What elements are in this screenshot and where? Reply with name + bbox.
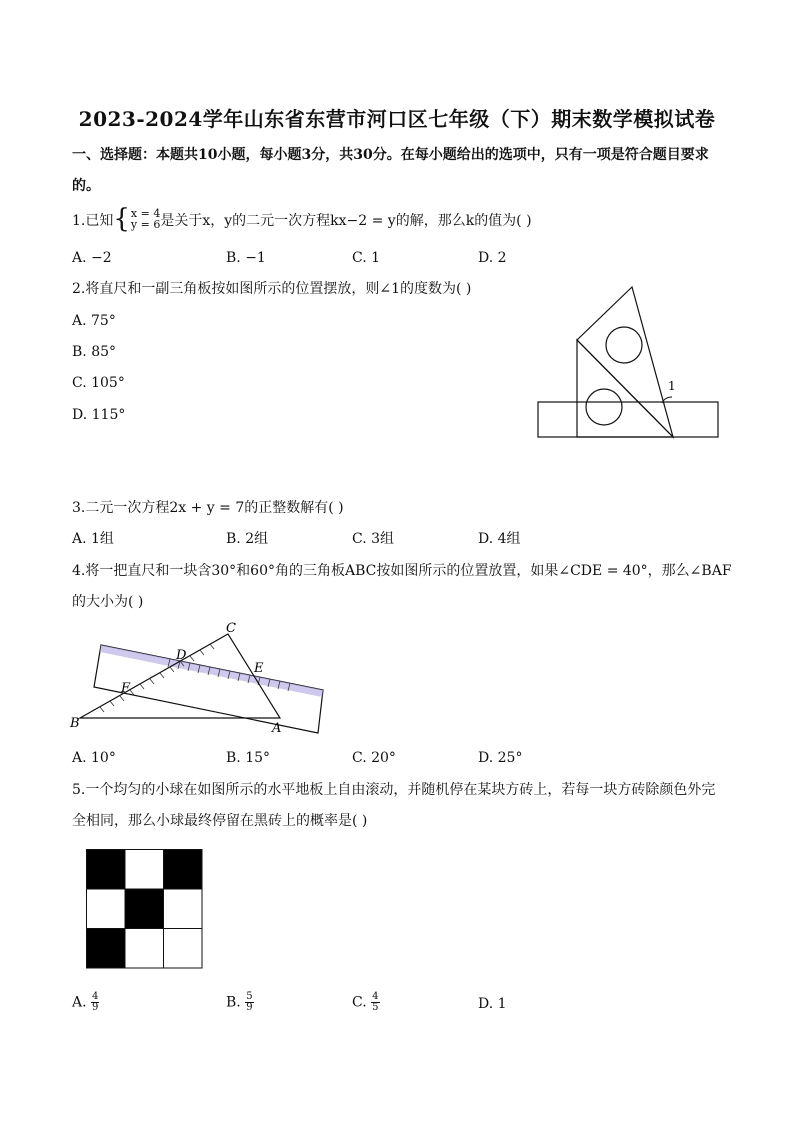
white-tile: [87, 889, 126, 929]
q4-option-d: D. 25°: [478, 750, 523, 766]
question-5-line-2: 全相同，那么小球最终停留在黑砖上的概率是( ): [72, 813, 368, 829]
section-header-line-2: 的。: [72, 178, 100, 194]
q1-suffix: 是关于x，y的二元一次方程kx−2 = y的解，那么k的值为( ): [160, 213, 532, 229]
q4-label-e: E: [254, 661, 264, 676]
white-tile: [164, 889, 203, 929]
q2-option-a: A. 75°: [72, 313, 116, 329]
q4-label-f: F: [121, 681, 131, 696]
q1-option-d: D. 2: [478, 250, 507, 266]
q4-option-b: B. 15°: [226, 750, 271, 766]
q1-prefix: 1.已知: [72, 213, 114, 229]
white-tile: [125, 929, 164, 969]
q3-option-b: B. 2组: [226, 531, 269, 547]
black-tile: [164, 850, 203, 890]
q5-option-b: B. $\frac{5}{9}$: [226, 991, 253, 1013]
q4-label-d: D: [176, 648, 187, 663]
q4-label-b: B: [70, 716, 80, 731]
q1-equation-system: { x = 4 y = 6: [113, 204, 161, 234]
q5-option-c-fraction: $\frac{4}{5}$: [372, 991, 379, 1013]
q4-option-a: A. 10°: [72, 750, 116, 766]
q4-label-a: A: [272, 721, 282, 736]
q2-angle-label: 1: [668, 379, 676, 393]
black-tile: [87, 929, 126, 969]
q5-option-c: C. $\frac{4}{5}$: [352, 991, 379, 1013]
section-header-line-1: 一、选择题：本题共10小题，每小题3分，共30分。在每小题给出的选项中，只有一项是符合题目要求: [72, 147, 709, 163]
q2-option-c: C. 105°: [72, 375, 125, 391]
question-2: 2.将直尺和一副三角板按如图所示的位置摆放，则∠1的度数为( ): [72, 281, 472, 297]
q5-option-b-fraction: $\frac{5}{9}$: [246, 991, 253, 1013]
q2-option-d: D. 115°: [72, 407, 126, 423]
black-tile: [87, 850, 126, 890]
q5-tile-grid: [86, 849, 202, 969]
q5-option-a: A. $\frac{4}{9}$: [72, 991, 99, 1013]
q5-option-a-fraction: $\frac{4}{9}$: [92, 991, 99, 1013]
q3-option-d: D. 4组: [478, 531, 521, 547]
q2-option-b: B. 85°: [72, 344, 117, 360]
black-tile: [125, 889, 164, 929]
q5-option-d: D. 1: [478, 996, 507, 1012]
q4-ruler-edge: [100, 645, 323, 697]
question-4-line-2: 的大小为( ): [72, 594, 144, 610]
q3-option-c: C. 3组: [352, 531, 395, 547]
white-tile: [164, 929, 203, 969]
q4-label-c: C: [226, 621, 236, 636]
q1-option-c: C. 1: [352, 250, 381, 266]
question-4-line-1: 4.将一把直尺和一块含30°和60°角的三角板ABC按如图所示的位置放置，如果∠CDE = 40°，那么∠BAF: [72, 563, 732, 579]
white-tile: [125, 850, 164, 890]
question-3: 3.二元一次方程2x + y = 7的正整数解有( ): [72, 500, 344, 516]
question-5-line-1: 5.一个均匀的小球在如图所示的水平地板上自由滚动，并随机停在某块方砖上，若每一块方砖除颜色外完: [72, 782, 716, 798]
q4-option-c: C. 20°: [352, 750, 396, 766]
q1-eq1: x = 4: [130, 207, 161, 220]
q1-option-a: A. −2: [72, 250, 112, 266]
q1-eq2: y = 6: [130, 218, 161, 231]
page-title: 2023-2024学年山东省东营市河口区七年级（下）期末数学模拟试卷: [78, 107, 716, 131]
q3-option-a: A. 1组: [72, 531, 114, 547]
q1-option-b: B. −1: [226, 250, 266, 266]
